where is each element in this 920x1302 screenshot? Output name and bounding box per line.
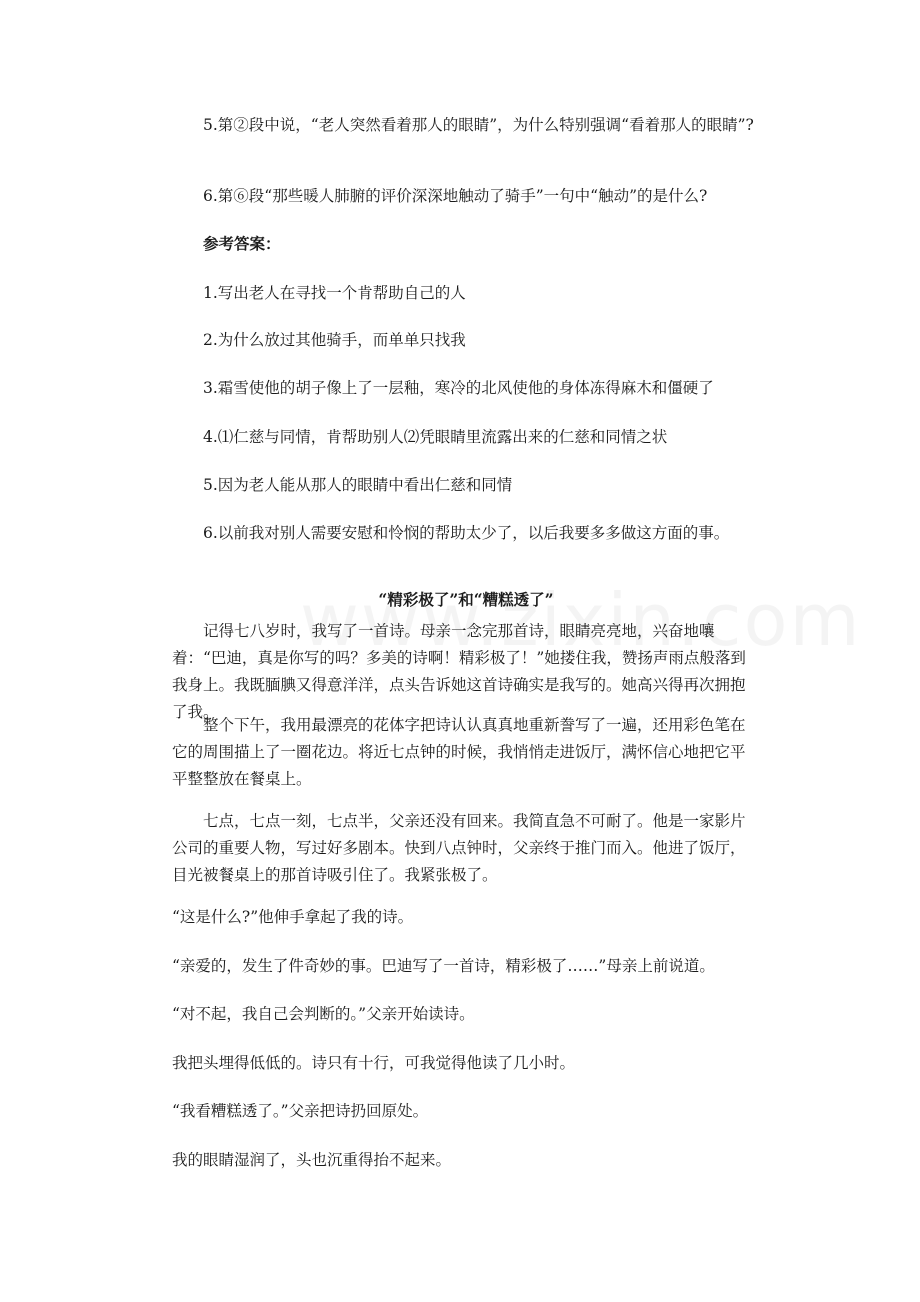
story-paragraph-3: 七点，七点一刻，七点半，父亲还没有回来。我简直急不可耐了。他是一家影片公司的重要人物，写过好多剧本。快到八点钟时，父亲终于推门而入。他进了饭厅，目光被餐桌上的那首诗吸引住了。我紧张极了。 xyxy=(172,812,746,884)
answer-2: 2.为什么放过其他骑手，而单单只找我 xyxy=(203,331,466,349)
answer-3: 3.霜雪使他的胡子像上了一层釉，寒冷的北风使他的身体冻得麻木和僵硬了 xyxy=(203,379,714,397)
answer-4: 4.⑴仁慈与同情，肯帮助别人⑵凭眼睛里流露出来的仁慈和同情之状 xyxy=(203,428,668,446)
story-paragraph-2: 整个下午，我用最漂亮的花体字把诗认认真真地重新誊写了一遍，还用彩色笔在它的周围描上了一圈花边。将近七点钟的时候，我悄悄走进饭厅，满怀信心地把它平平整整放在餐桌上。 xyxy=(172,716,746,788)
answers-heading: 参考答案： xyxy=(203,234,281,253)
story-paragraph-6: “对不起，我自己会判断的。”父亲开始读诗。 xyxy=(172,1005,475,1023)
question-5: 5.第②段中说，“老人突然看着那人的眼睛”，为什么特别强调“看着那人的眼睛”? xyxy=(203,116,754,134)
story-paragraph-8: “我看糟糕透了。”父亲把诗扔回原处。 xyxy=(172,1102,429,1120)
answer-5: 5.因为老人能从那人的眼睛中看出仁慈和同情 xyxy=(203,476,513,494)
story-paragraph-5: “亲爱的，发生了件奇妙的事。巴迪写了一首诗，精彩极了……”母亲上前说道。 xyxy=(172,957,715,975)
story-title: “精彩极了”和“糟糕透了” xyxy=(378,590,554,609)
question-6: 6.第⑥段“那些暖人肺腑的评价深深地触动了骑手”一句中“触动”的是什么? xyxy=(203,187,708,205)
story-paragraph-1: 记得七八岁时，我写了一首诗。母亲一念完那首诗，眼睛亮亮地，兴奋地嚷着：“巴迪，真是你写的吗？多美的诗啊！精彩极了！”她搂住我，赞扬声雨点般落到我身上。我既腼腆又得意洋洋，点头告诉她这首诗确实是我写的。她高兴得再次拥抱了我。 xyxy=(172,622,746,721)
story-paragraph-9: 我的眼睛湿润了，头也沉重得抬不起来。 xyxy=(172,1151,452,1169)
story-paragraph-4: “这是什么?”他伸手拿起了我的诗。 xyxy=(172,908,414,926)
answer-1: 1.写出老人在寻找一个肯帮助自己的人 xyxy=(203,284,466,302)
answer-6: 6.以前我对别人需要安慰和怜悯的帮助太少了，以后我要多多做这方面的事。 xyxy=(203,524,730,542)
story-paragraph-7: 我把头埋得低低的。诗只有十行，可我觉得他读了几小时。 xyxy=(172,1054,576,1072)
